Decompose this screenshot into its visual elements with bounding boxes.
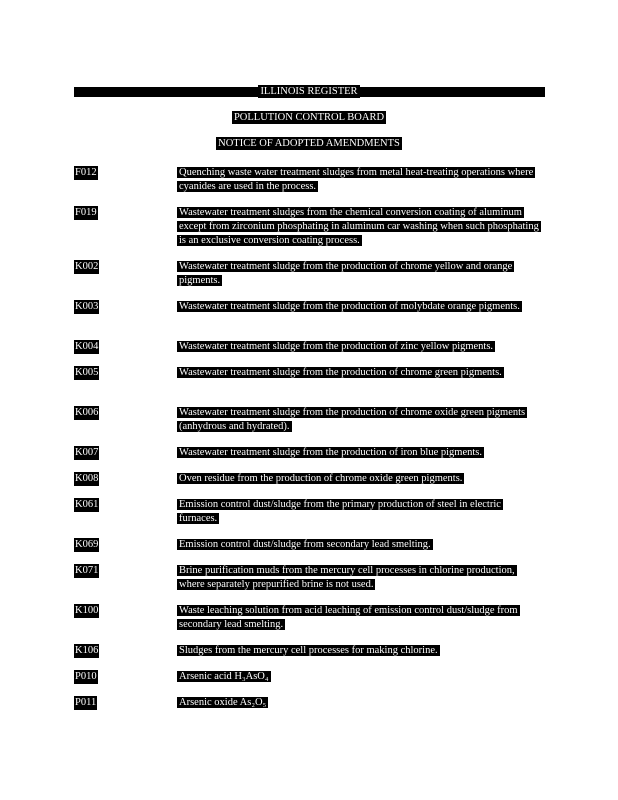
waste-description bbox=[177, 472, 464, 486]
waste-code: P010 bbox=[75, 671, 97, 682]
waste-code: F012 bbox=[75, 167, 97, 178]
waste-code: K006 bbox=[75, 407, 99, 418]
waste-code: K007 bbox=[75, 447, 99, 458]
waste-description-text: Wastewater treatment sludge from the production of zinc yellow pigments. bbox=[179, 341, 494, 352]
waste-description bbox=[177, 300, 522, 314]
waste-code: F019 bbox=[75, 207, 97, 218]
waste-description bbox=[177, 366, 504, 380]
waste-description bbox=[177, 644, 440, 658]
waste-description-text: Wastewater treatment sludge from the production of chrome oxide green pigments (anhydrous and hydrated). bbox=[179, 407, 526, 432]
waste-description-text: Wastewater treatment sludge from the production of chrome green pigments. bbox=[179, 367, 502, 378]
waste-code: K069 bbox=[75, 539, 99, 550]
waste-description-text: Brine purification muds from the mercury cell processes in chlorine production, where separately prepurified brine is not used. bbox=[179, 565, 515, 590]
waste-code: K008 bbox=[75, 473, 99, 484]
waste-description-text: Oven residue from the production of chrome oxide green pigments. bbox=[179, 473, 463, 484]
board-title bbox=[0, 112, 618, 123]
notice-title-text: NOTICE OF ADOPTED AMENDMENTS bbox=[218, 138, 400, 149]
waste-code: K071 bbox=[75, 565, 99, 576]
waste-description-text: Wastewater treatment sludges from the chemical conversion coating of aluminum except from zirconium phosphating in aluminum car washing when such phosphating is an exclusive conversion coating process. bbox=[179, 207, 539, 246]
waste-description bbox=[177, 670, 271, 684]
waste-description bbox=[177, 206, 542, 248]
waste-description bbox=[177, 604, 542, 632]
notice-title bbox=[0, 138, 618, 149]
register-title-text: ILLINOIS REGISTER bbox=[260, 86, 358, 97]
waste-code: K005 bbox=[75, 367, 99, 378]
waste-code: K004 bbox=[75, 341, 99, 352]
waste-description-text: Wastewater treatment sludge from the production of molybdate orange pigments. bbox=[179, 301, 520, 312]
board-title-text: POLLUTION CONTROL BOARD bbox=[233, 112, 385, 123]
waste-description-text: Emission control dust/sludge from secondary lead smelting. bbox=[179, 539, 431, 550]
waste-description bbox=[177, 538, 433, 552]
waste-description-text: Wastewater treatment sludge from the production of chrome yellow and orange pigments. bbox=[179, 261, 513, 286]
waste-description-text: Emission control dust/sludge from the primary production of steel in electric furnaces. bbox=[179, 499, 501, 524]
waste-description bbox=[177, 498, 542, 526]
waste-description bbox=[177, 260, 542, 288]
waste-description bbox=[177, 166, 542, 194]
waste-description bbox=[177, 696, 268, 710]
register-title bbox=[0, 86, 618, 97]
waste-description-text: Arsenic acid H₃AsO₄ bbox=[179, 671, 269, 682]
waste-description bbox=[177, 340, 495, 354]
waste-description-text: Arsenic oxide As₂O₅ bbox=[179, 697, 267, 708]
waste-description bbox=[177, 406, 542, 434]
waste-code: K002 bbox=[75, 261, 99, 272]
waste-description bbox=[177, 564, 542, 592]
waste-description-text: Sludges from the mercury cell processes for making chlorine. bbox=[179, 645, 438, 656]
waste-code: P011 bbox=[75, 697, 97, 708]
waste-description-text: Quenching waste water treatment sludges from metal heat-treating operations where cyanides are used in the process. bbox=[179, 167, 534, 192]
waste-description-text: Wastewater treatment sludge from the production of iron blue pigments. bbox=[179, 447, 482, 458]
waste-description bbox=[177, 446, 484, 460]
waste-code: K003 bbox=[75, 301, 99, 312]
waste-code: K106 bbox=[75, 645, 99, 656]
waste-code: K100 bbox=[75, 605, 99, 616]
waste-description-text: Waste leaching solution from acid leaching of emission control dust/sludge from secondary lead smelting. bbox=[179, 605, 518, 630]
waste-code: K061 bbox=[75, 499, 99, 510]
